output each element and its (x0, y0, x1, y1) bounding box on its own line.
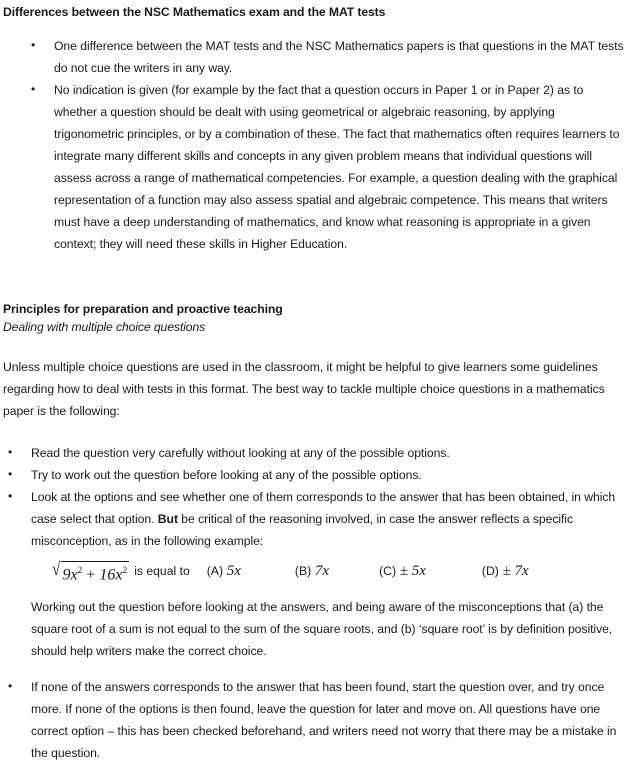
answer-option-b (295, 563, 329, 580)
square-root-expression (51, 561, 129, 583)
answer-option-b-value: 7x (314, 563, 330, 579)
spacer (3, 21, 625, 35)
section-subheading-dealing: Dealing with multiple choice questions (3, 320, 206, 334)
answer-option-a (207, 563, 241, 580)
after-equation-paragraph: Working out the question before looking at the answers, and being aware of the misconceptions that (a) the square root of a sum is not equal to the sum of the square roots, and (b) ‘square root’ is by definition positive, should help writers make the correct choice. (31, 600, 613, 658)
answer-option-c-label: (C) (379, 564, 397, 578)
list-item-with-emphasis (3, 486, 625, 552)
spacer (3, 662, 625, 676)
radicand-term1-exponent: 2 (77, 566, 83, 576)
tackle-bullet-list (3, 442, 625, 552)
final-bullet-list (3, 676, 625, 764)
list-item: • No indication is given (for example by the fact that a question occurs in Paper 1 or in Paper 2) as to whether a question should be dealt with using geometrical or algebraic reasoning, by applying trigonometric principles, or by a combination of these. The fact that mathematics often requires learners to integrate many different skills and concepts in any given problem means that individual questions will assess across a range of mathematical competencies. For example, a question dealing with the graphical representation of a function may also assess spatial and algebraic competence. This means that writers must have a deep understanding of mathematics, and know what reasoning is appropriate in a given context; they will need these skills in Higher Education. (3, 79, 625, 255)
answer-option-c-value: ± 5x (399, 563, 426, 579)
answer-option-c (379, 563, 426, 580)
spacer (3, 422, 625, 442)
spacer (3, 281, 625, 301)
spacer (3, 552, 625, 561)
answer-option-d-value: ± 7x (502, 563, 529, 579)
radicand (61, 561, 129, 583)
list-item: • Try to work out the question before looking at any of the possible options. (3, 464, 625, 486)
intro-paragraph: Unless multiple choice questions are used in the classroom, it might be helpful to give learners some guidelines regarding how to deal with tests in this format. The best way to tackle multiple choice questions in a mathematics paper is the following: (3, 360, 605, 418)
radicand-term2-exponent: 2 (122, 566, 128, 576)
differences-bullet-list (3, 35, 625, 255)
list-item: • Read the question very carefully without looking at any of the possible options. (3, 442, 625, 464)
example-equation-row (3, 561, 625, 591)
list-item: • If none of the answers corresponds to the answer that has been found, start the question over, and try once more. If none of the options is then found, leave the question for later and move on. All questions have one correct option – this has been checked beforehand, and writers need not worry that there may be a mistake in the question. (3, 676, 625, 764)
radical-sign-icon: √ (52, 559, 61, 580)
list-item-text-part1: Look at the options and see whether one of them corresponds to the answer that has been obtained, in which case select that option. (31, 490, 616, 526)
list-item-text-part2: be critical of the reasoning involved, in case the answer reflects a specific misconception, as in the following example: (31, 512, 574, 548)
spacer (3, 255, 625, 281)
radicand-term2-base: 16x (99, 566, 123, 584)
answer-option-a-label: (A) (206, 564, 223, 578)
section-heading-principles: Principles for preparation and proactive teaching (3, 302, 283, 316)
radicand-operator: + (82, 566, 100, 584)
section-heading-differences: Differences between the NSC Mathematics exam and the MAT tests (3, 5, 386, 19)
emphasis-but: But (157, 512, 178, 526)
answer-option-b-label: (B) (294, 564, 312, 578)
answer-option-d-label: (D) (481, 564, 499, 578)
radicand-term1-base: 9x (62, 566, 78, 584)
list-item: • One difference between the MAT tests and the NSC Mathematics papers is that questions in the MAT tests do not cue the writers in any way. (3, 35, 625, 79)
equation-is-equal-to-label: is equal to (134, 564, 190, 578)
spacer (3, 336, 625, 356)
answer-option-a-value: 5x (226, 563, 241, 579)
answer-option-d (482, 563, 529, 580)
